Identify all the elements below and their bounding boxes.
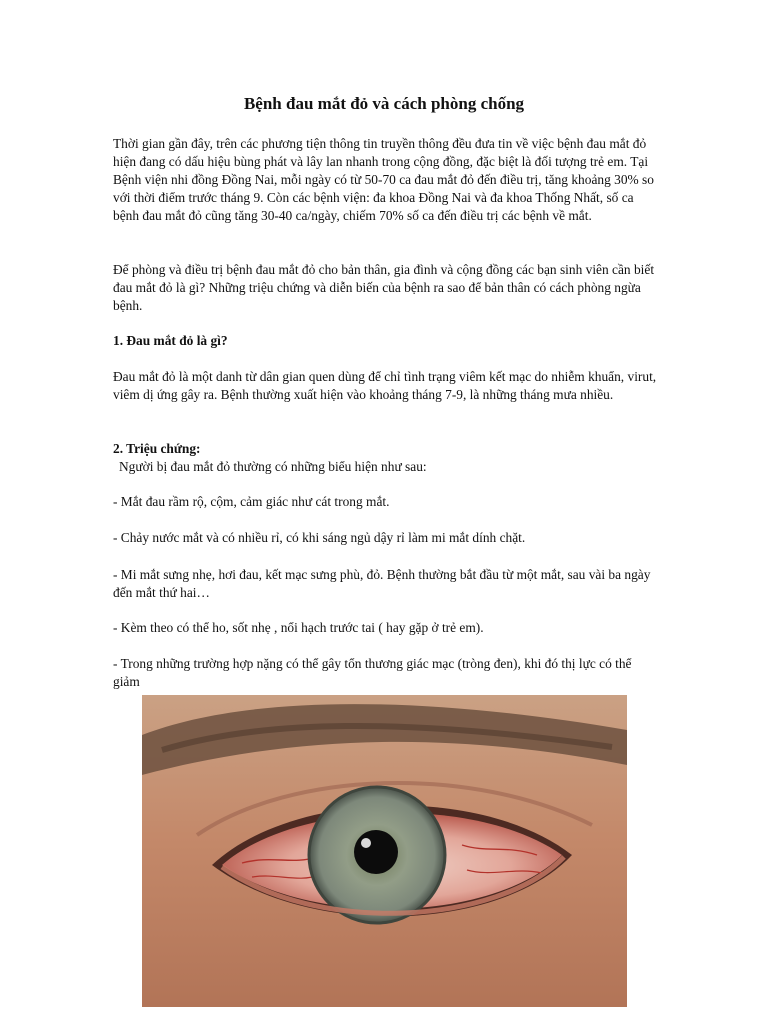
second-paragraph: Để phòng và điều trị bệnh đau mắt đỏ cho bản thân, gia đình và cộng đồng các bạn sinh viên cần biết đau mắt đỏ là gì? Những triệu chứng và diễn biến của bệnh ra sao để bản thân có cách phòng ngừa bệnh. bbox=[113, 262, 655, 313]
symptom-item: - Kèm theo có thể ho, sốt nhẹ , nổi hạch trước tai ( hay gặp ở trẻ em). bbox=[113, 620, 484, 635]
intro-paragraph: Thời gian gần đây, trên các phương tiện thông tin truyền thông đều đưa tin về việc bệnh đau mắt đỏ hiện đang có dấu hiệu bùng phát và lây lan nhanh trong cộng đồng, đặc biệt là đối tượng trẻ em. Tại Bệnh viện nhi đồng Đồng Nai, mỗi ngày có từ 50-70 ca đau mắt đỏ đến điều trị, tăng khoảng 30% so với thời điểm trước tháng 9. Còn các bệnh viện: đa khoa Đồng Nai và đa khoa Thống Nhất, số ca bệnh đau mắt đỏ cũng tăng 30-40 ca/ngày, chiếm 70% số ca đến điều trị các bệnh về mắt. bbox=[113, 136, 654, 223]
red-eye-photo bbox=[142, 695, 627, 1007]
symptom-item: - Chảy nước mắt và có nhiều rỉ, có khi sáng ngủ dậy rỉ làm mi mắt dính chặt. bbox=[113, 530, 526, 545]
symptom-item: - Mi mắt sưng nhẹ, hơi đau, kết mạc sưng phù, đỏ. Bệnh thường bắt đầu từ một mắt, sau vài ba ngày đến mắt thứ hai… bbox=[113, 567, 651, 600]
section1-heading: 1. Đau mắt đỏ là gì? bbox=[113, 333, 228, 348]
document-title: Bệnh đau mắt đỏ và cách phòng chống bbox=[243, 94, 525, 113]
section2-intro: Người bị đau mắt đỏ thường có những biểu hiện như sau: bbox=[119, 459, 427, 474]
section1-body: Đau mắt đỏ là một danh từ dân gian quen dùng để chỉ tình trạng viêm kết mạc do nhiễm khuẩn, virut, viêm dị ứng gây ra. Bệnh thường xuất hiện vào khoảng tháng 7-9, là những tháng mưa nhiều. bbox=[113, 369, 657, 402]
section2-heading: 2. Triệu chứng: bbox=[113, 441, 201, 456]
symptom-item: - Trong những trường hợp nặng có thể gây tổn thương giác mạc (tròng đen), khi đó thị lực có thể giảm bbox=[113, 656, 632, 689]
symptom-item: - Mắt đau rầm rộ, cộm, cảm giác như cát trong mắt. bbox=[113, 494, 390, 509]
